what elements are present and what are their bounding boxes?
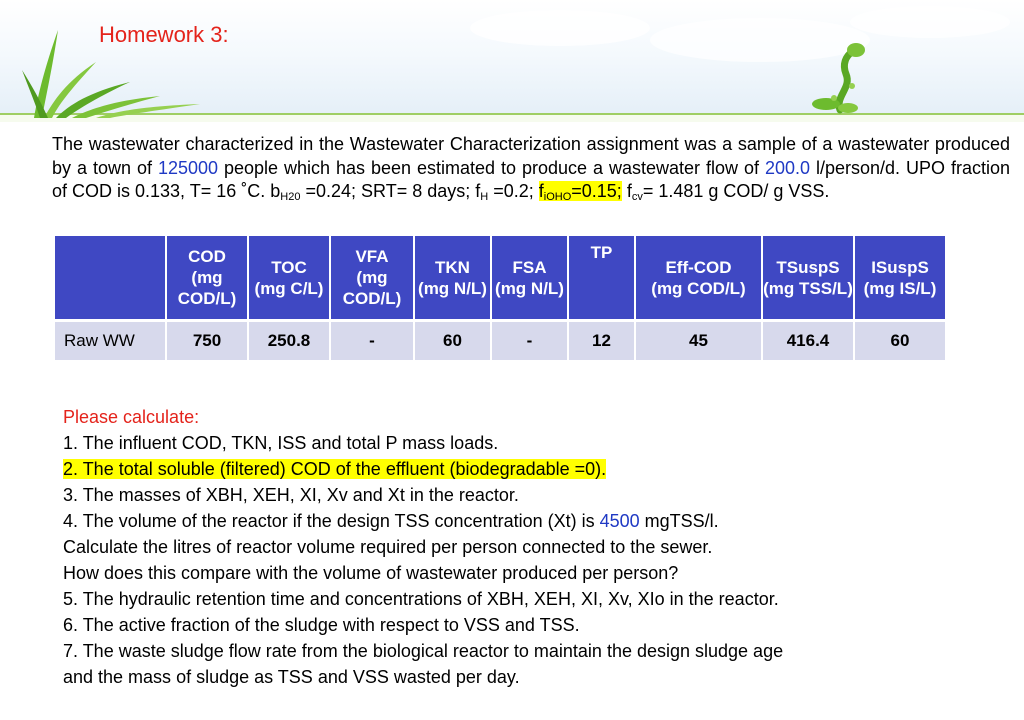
cloud — [470, 10, 650, 46]
table-cell: 45 — [636, 322, 761, 360]
intro-text: f — [538, 181, 544, 201]
task-item: How does this compare with the volume of wastewater produced per person? — [63, 563, 679, 583]
task-item: 3. The masses of XBH, XEH, XI, Xv and Xt in the reactor. — [63, 485, 519, 505]
column-header: Eff-COD (mg COD/L) — [636, 236, 761, 319]
calculation-tasks — [63, 404, 1013, 690]
table-cell: 250.8 — [249, 322, 329, 360]
table-cell: - — [331, 322, 413, 360]
intro-text: f — [621, 181, 632, 201]
ground-strip — [0, 115, 1024, 122]
flow-value: 200.0 — [764, 157, 810, 178]
subscript: cv — [631, 191, 643, 203]
column-header: TOC (mg C/L) — [249, 236, 329, 319]
intro-text: =0.15; — [571, 181, 622, 201]
slide-title: Homework 3: — [99, 22, 229, 47]
intro-text: =0.2; — [488, 181, 539, 201]
population-value: 125000 — [157, 157, 219, 178]
task-item: 4. The volume of the reactor if the design TSS concentration (Xt) is 4500 mgTSS/l. — [63, 511, 719, 531]
intro-text: people which has been estimated to produce a wastewater flow of — [218, 157, 765, 178]
subscript: H20 — [280, 191, 301, 203]
intro-text: = 1.481 g COD/ g VSS. — [642, 181, 830, 201]
intro-text: =0.24; SRT= 8 days; f — [300, 181, 481, 201]
column-header: TSuspS (mg TSS/L) — [763, 236, 853, 319]
highlighted-parameter — [539, 181, 622, 201]
table-cell: 60 — [855, 322, 945, 360]
characterization-table — [53, 236, 947, 360]
highlighted-task: 2. The total soluble (filtered) COD of the effluent (biodegradable =0). — [63, 459, 607, 479]
table-cell: 750 — [167, 322, 247, 360]
table-header-row — [55, 236, 945, 319]
column-header: COD (mg COD/L) — [167, 236, 247, 319]
column-header: TP — [569, 236, 634, 319]
column-header: ISuspS (mg IS/L) — [855, 236, 945, 319]
row-label: Raw WW — [55, 322, 165, 360]
task-item: 5. The hydraulic retention time and concentrations of XBH, XEH, XI, Xv, XIo in the reactor. — [63, 589, 779, 609]
design-tss-value: 4500 — [599, 511, 640, 531]
banner-art — [0, 0, 1024, 122]
task-item: 6. The active fraction of the sludge with respect to VSS and TSS. — [63, 615, 580, 635]
problem-statement — [52, 133, 1010, 204]
task-item: Calculate the litres of reactor volume required per person connected to the sewer. — [63, 537, 713, 557]
intro-text: The wastewater characterized in the Wastewater Characterization assignment was a sample of a wastewater produced by a town of — [52, 134, 1010, 178]
column-header: TKN (mg N/L) — [415, 236, 490, 319]
table-cell: 60 — [415, 322, 490, 360]
cloud — [650, 18, 870, 62]
column-header: VFA (mg COD/L) — [331, 236, 413, 319]
column-header: FSA (mg N/L) — [492, 236, 567, 319]
tasks-heading: Please calculate: — [63, 407, 200, 427]
table-cell: - — [492, 322, 567, 360]
task-item: 1. The influent COD, TKN, ISS and total P mass loads. — [63, 433, 499, 453]
task-item: and the mass of sludge as TSS and VSS wasted per day. — [63, 667, 520, 687]
table-row — [55, 322, 945, 360]
table-cell: 12 — [569, 322, 634, 360]
table-cell: 416.4 — [763, 322, 853, 360]
task-item — [63, 456, 1013, 482]
header-corner — [55, 236, 165, 319]
intro-text: l/person/d. UPO fraction of COD is 0.133, T= 16 ˚C. b — [52, 157, 1010, 201]
subscript: H — [480, 191, 489, 203]
header-banner — [0, 0, 1024, 122]
cloud — [850, 6, 1010, 38]
subscript: iOHO — [543, 191, 572, 203]
task-item: 7. The waste sludge flow rate from the biological reactor to maintain the design sludge age — [63, 641, 784, 661]
